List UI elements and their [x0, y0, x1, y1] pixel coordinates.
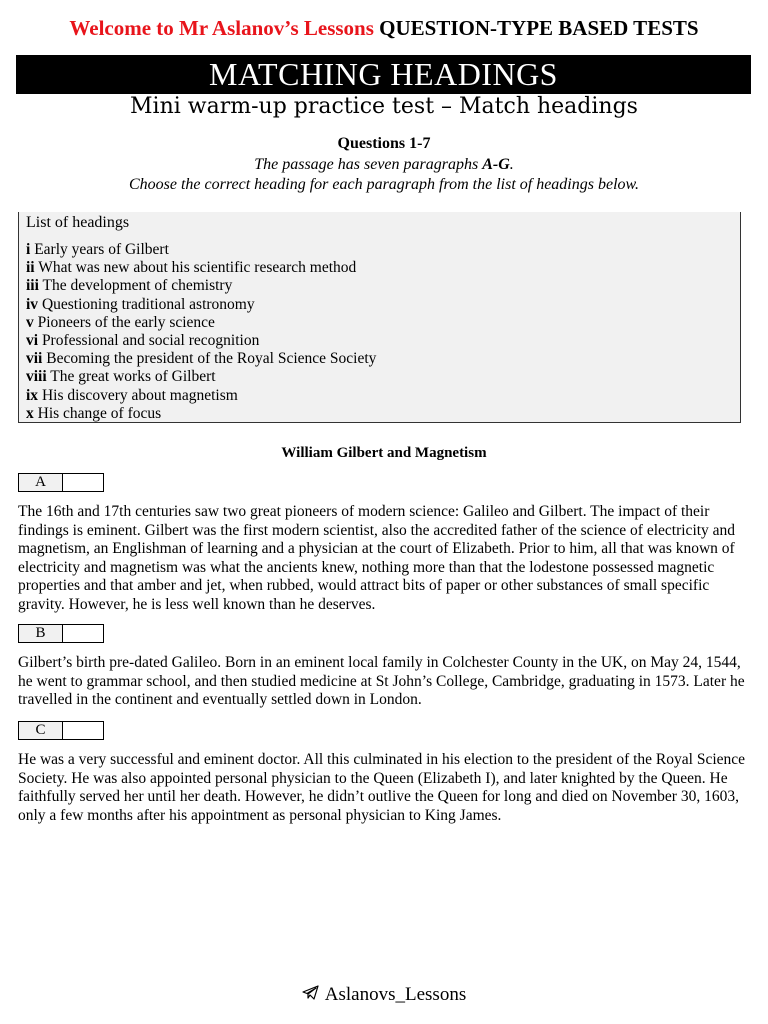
paragraph-letter: C	[19, 722, 63, 739]
paragraph-b: Gilbert’s birth pre-dated Galileo. Born in an eminent local family in Colchester County in the UK, on May 24, 1544, he went to grammar school, and then studied medicine at St John’s College, Cambridge, graduating in 1573. Later he travelled in the continent and eventually settled down in London.	[18, 654, 745, 709]
answer-field[interactable]	[63, 474, 103, 491]
paragraph-a: The 16th and 17th centuries saw two great pioneers of modern science: Galileo and Gilbert. The impact of their findings is eminent. Gilbert was the first modern scientist, also the accredited father of the science of electricity and magnetism, an Englishman of learning and a physician at the court of Elizabeth. Prior to him, all that was known of electricity and magnetism was what the ancients knew, nothing more than that the lodestone possessed magnetic properties and that amber and jet, when rubbed, would attract bits of paper or other substances of small specific gravity. However, he is less well known than he deserves.	[18, 503, 736, 613]
headings-list	[26, 241, 376, 423]
passage-title: William Gilbert and Magnetism	[281, 445, 487, 461]
tagline-text: QUESTION-TYPE BASED TESTS	[379, 16, 699, 40]
heading-item: ix His discovery about magnetism	[26, 386, 238, 404]
paragraph-c: He was a very successful and eminent doctor. All this culminated in his election to the president of the Royal Science Society. He was also appointed personal physician to the Queen (Elizabeth I), and later knighted by the Queen. He faithfully served her until her death. However, he didn’t outlive the Queen for long and died on November 30, 1603, only a few months after his appointment as personal physician to King James.	[18, 751, 746, 824]
welcome-text: Welcome to Mr Aslanov’s Lessons	[69, 16, 374, 40]
footer	[0, 984, 768, 1006]
questions-title: Questions 1-7	[337, 135, 431, 152]
instruction-line-2: Choose the correct heading for each paragraph from the list of headings below.	[128, 176, 640, 193]
paragraph-b-answer-box	[18, 624, 104, 643]
heading-item: vii Becoming the president of the Royal Science Society	[26, 350, 377, 368]
list-of-headings-box	[18, 212, 741, 423]
paragraph-c-answer-box	[18, 721, 104, 740]
heading-item: i Early years of Gilbert	[26, 241, 169, 258]
answer-field[interactable]	[63, 722, 103, 739]
heading-item: x His change of focus	[26, 404, 162, 422]
answer-field[interactable]	[63, 625, 103, 642]
footer-handle[interactable]: Aslanovs_Lessons	[324, 984, 467, 1005]
paragraph-letter: A	[19, 474, 63, 491]
heading-item: vi Professional and social recognition	[26, 332, 260, 350]
instruction-line-1: The passage has seven paragraphs A-G.	[254, 156, 514, 173]
heading-item: v Pioneers of the early science	[26, 313, 215, 331]
header-line	[0, 16, 768, 41]
page-title-banner: MATCHING HEADINGS	[16, 55, 751, 94]
headings-box-title: List of headings	[26, 214, 130, 231]
heading-item: viii The great works of Gilbert	[26, 368, 216, 386]
heading-item: iv Questioning traditional astronomy	[26, 295, 255, 313]
heading-item: iii The development of chemistry	[26, 277, 233, 295]
paragraph-letter: B	[19, 625, 63, 642]
telegram-icon	[302, 984, 319, 1006]
heading-item: ii What was new about his scientific research method	[26, 259, 357, 277]
page-subtitle: Mini warm-up practice test – Match headings	[130, 94, 638, 119]
paragraph-a-answer-box	[18, 473, 104, 492]
